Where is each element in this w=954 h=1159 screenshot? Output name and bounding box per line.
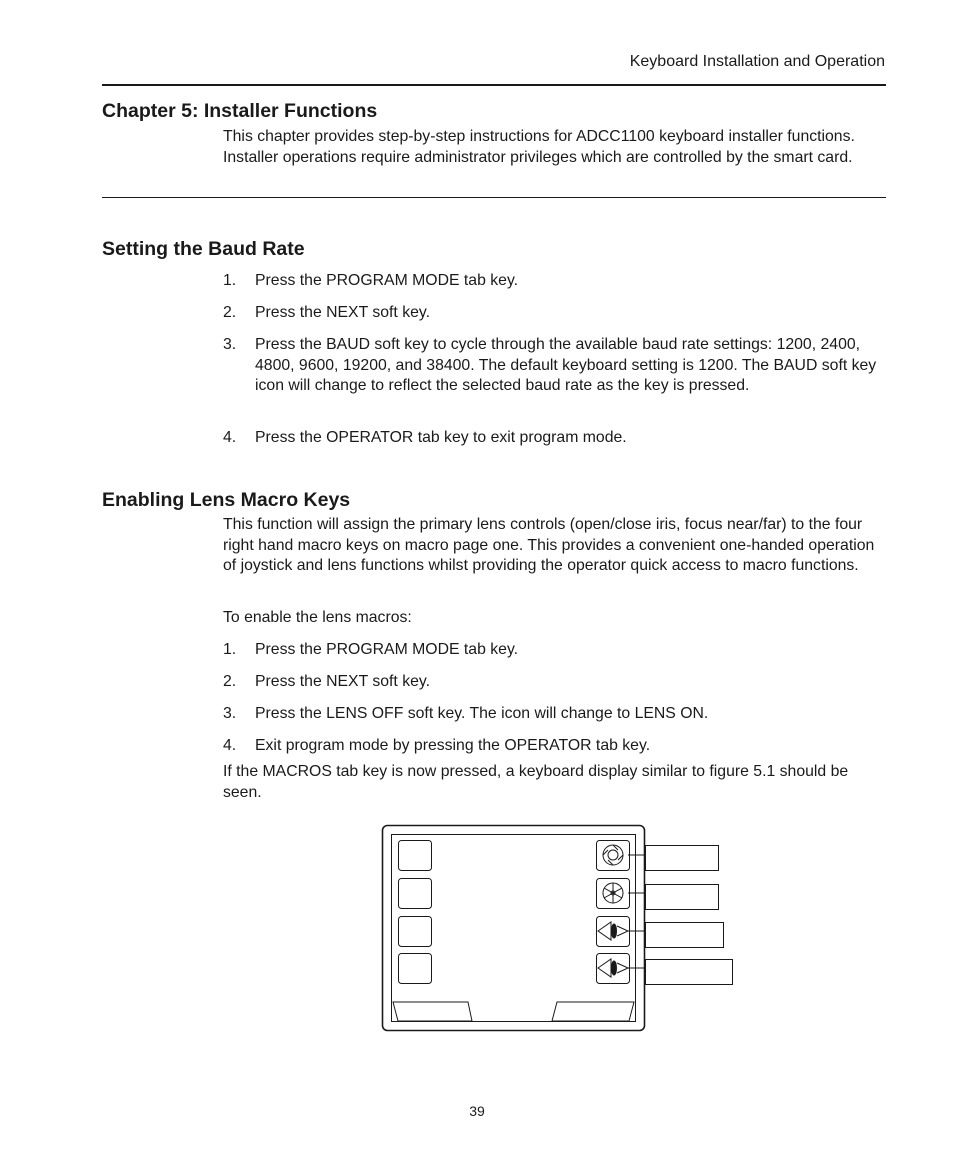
iris-open-icon xyxy=(603,845,623,865)
display-tab-right xyxy=(552,1002,634,1021)
macro-key-left xyxy=(399,879,432,909)
macro-key-left xyxy=(399,917,432,947)
focus-far-icon xyxy=(598,959,628,977)
step-text: Press the OPERATOR tab key to exit program mode. xyxy=(255,429,627,446)
running-header: Keyboard Installation and Operation xyxy=(629,53,885,70)
step-number: 1. xyxy=(223,272,237,289)
lens-heading: Enabling Lens Macro Keys xyxy=(102,489,351,511)
chapter-heading: Chapter 5: Installer Functions xyxy=(102,100,378,122)
display-frame xyxy=(383,826,645,1031)
step-text: Press the LENS OFF soft key. The icon will change to LENS ON. xyxy=(255,705,709,722)
lens-outro: If the MACROS tab key is now pressed, a keyboard display similar to figure 5.1 should be seen. xyxy=(223,763,849,801)
lens-intro: This function will assign the primary lens controls (open/close iris, focus near/far) to the four right hand macro keys on macro page one. This provides a convenient one-handed operation of joystick and lens functions whilst providing the operator quick access to macro functions. xyxy=(223,516,875,574)
step-text: Exit program mode by pressing the OPERATOR tab key. xyxy=(255,737,651,754)
step-number: 3. xyxy=(223,705,237,722)
chapter-intro: This chapter provides step-by-step instructions for ADCC1100 keyboard installer functions. Installer operations require administrator privileges which are controlled by the smart card. xyxy=(223,128,855,166)
focus-near-icon xyxy=(598,922,628,940)
step-text: Press the NEXT soft key. xyxy=(255,673,430,690)
callout-box xyxy=(646,885,719,910)
step-text: Press the PROGRAM MODE tab key. xyxy=(255,272,519,289)
step-number: 4. xyxy=(223,429,237,446)
callout-box xyxy=(646,923,724,948)
macro-key-left xyxy=(399,954,432,984)
step-text: Press the PROGRAM MODE tab key. xyxy=(255,641,519,658)
step-number: 3. xyxy=(223,336,237,353)
step-text: Press the BAUD soft key to cycle through the available baud rate settings: 1200, 2400, 4800, 9600, 19200, and 38400. The default keyboard setting is 1200. The BAUD soft key icon will change to reflect the selected baud rate as the key is pressed. xyxy=(255,336,877,394)
page-number: 39 xyxy=(469,1103,485,1119)
step-number: 1. xyxy=(223,641,237,658)
step-number: 2. xyxy=(223,304,237,321)
iris-close-icon xyxy=(603,883,623,903)
step-number: 4. xyxy=(223,737,237,754)
display-tab-left xyxy=(393,1002,472,1021)
step-number: 2. xyxy=(223,673,237,690)
baud-heading: Setting the Baud Rate xyxy=(102,238,305,260)
display-screen xyxy=(392,835,636,1022)
lens-lead: To enable the lens macros: xyxy=(223,609,412,626)
callout-box xyxy=(646,960,733,985)
step-text: Press the NEXT soft key. xyxy=(255,304,430,321)
callout-box xyxy=(646,846,719,871)
macro-key-left xyxy=(399,841,432,871)
